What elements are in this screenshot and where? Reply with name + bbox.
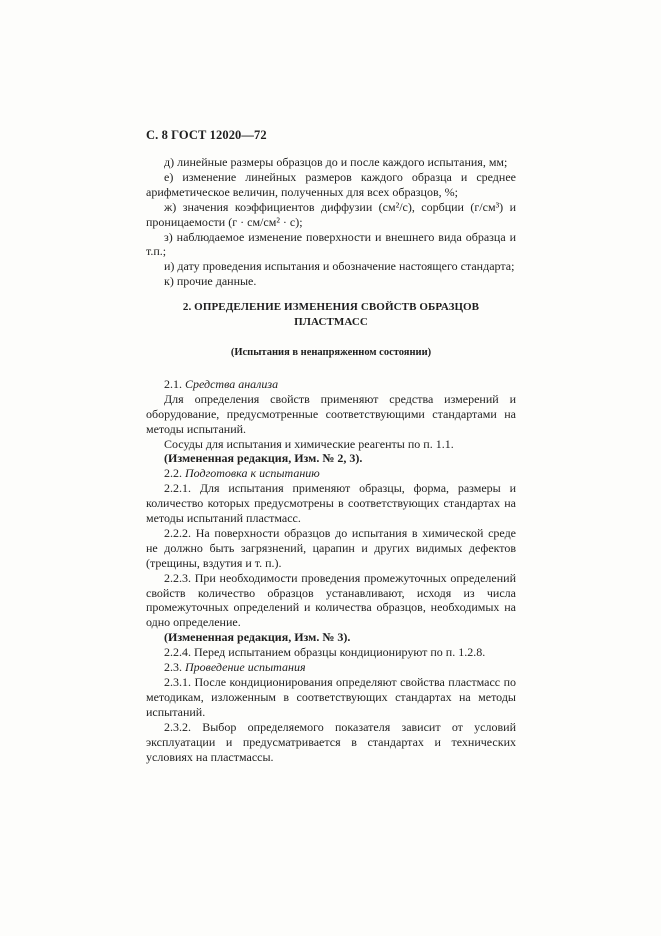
list-item-e: е) изменение линейных размеров каждого образца и среднее арифметическое величин, полученных для всех образцов, %; [146,169,516,199]
paragraph-2-3-1: 2.3.1. После кондиционирования определяют свойства пластмасс по методикам, изложенным в соответствующих стандартах на методы испытаний. [146,675,516,719]
section-subtitle: (Испытания в ненапряженном состоянии) [230,346,432,358]
list-item-zh: ж) значения коэффициентов диффузии (см²/с), сорбции (г/см³) и проницаемости (г · см/см² · с); [146,199,516,229]
list-item-z: з) наблюдаемое изменение поверхности и внешнего вида образца и т.п.; [146,229,516,259]
subsection-2-3 [146,660,516,675]
paragraph-2-1-b: Сосуды для испытания и химические реагенты по п. 1.1. [164,436,454,451]
subsection-2-1-title: Средства анализа [185,376,279,391]
paragraph-2-2-2: 2.2.2. На поверхности образцов до испытания в химической среде не должно быть загрязнений, царапин и других видимых дефектов (трещины, вздутия и т. п.). [146,525,516,570]
list-item-d: д) линейные размеры образцов до и после каждого испытания, мм; [164,155,508,169]
paragraph-2-1-a: Для определения свойств применяют средства измерений и оборудование, предусмотренные соответствующими стандартами на методы испытаний. [146,391,516,436]
subsection-2-2-title: Подготовка к испытанию [185,466,320,481]
section-title: 2. ОПРЕДЕЛЕНИЕ ИЗМЕНЕНИЯ СВОЙСТВ ОБРАЗЦОВ ПЛАСТМАСС [182,301,480,329]
subsection-2-3-title: Проведение испытания [185,660,306,675]
revision-note-1: (Измененная редакция, Изм. № 2, 3). [164,451,363,466]
subsection-2-1 [146,377,516,392]
paragraph-2-3-2: 2.3.2. Выбор определяемого показателя зависит от условий эксплуатации и предусматривается в стандартах и технических условиях на пластмассы. [146,719,516,764]
page-body [146,155,516,764]
page-header: С. 8 ГОСТ 12020—72 [146,128,267,142]
revision-note-2: (Измененная редакция, Изм. № 3). [164,630,351,645]
paragraph-2-2-1: 2.2.1. Для испытания применяют образцы, форма, размеры и количество которых предусмотрены в соответствующих стандартах на методы испытаний пластмасс. [146,481,516,526]
subsection-2-2 [146,466,516,481]
subsection-2-2-number: 2.2. [164,466,182,481]
list-item-i: и) дату проведения испытания и обозначение настоящего стандарта; [164,259,515,274]
list-item-k: к) прочие данные. [164,274,257,289]
paragraph-2-2-3: 2.2.3. При необходимости проведения промежуточных определений свойств количество образцов устанавливают, исходя из числа промежуточных определений и количества образцов, необходимых на одно определение. [146,570,516,630]
subsection-2-1-number: 2.1. [164,376,182,391]
subsection-2-3-number: 2.3. [164,660,182,675]
paragraph-2-2-4: 2.2.4. Перед испытанием образцы кондиционируют по п. 1.2.8. [164,645,486,660]
